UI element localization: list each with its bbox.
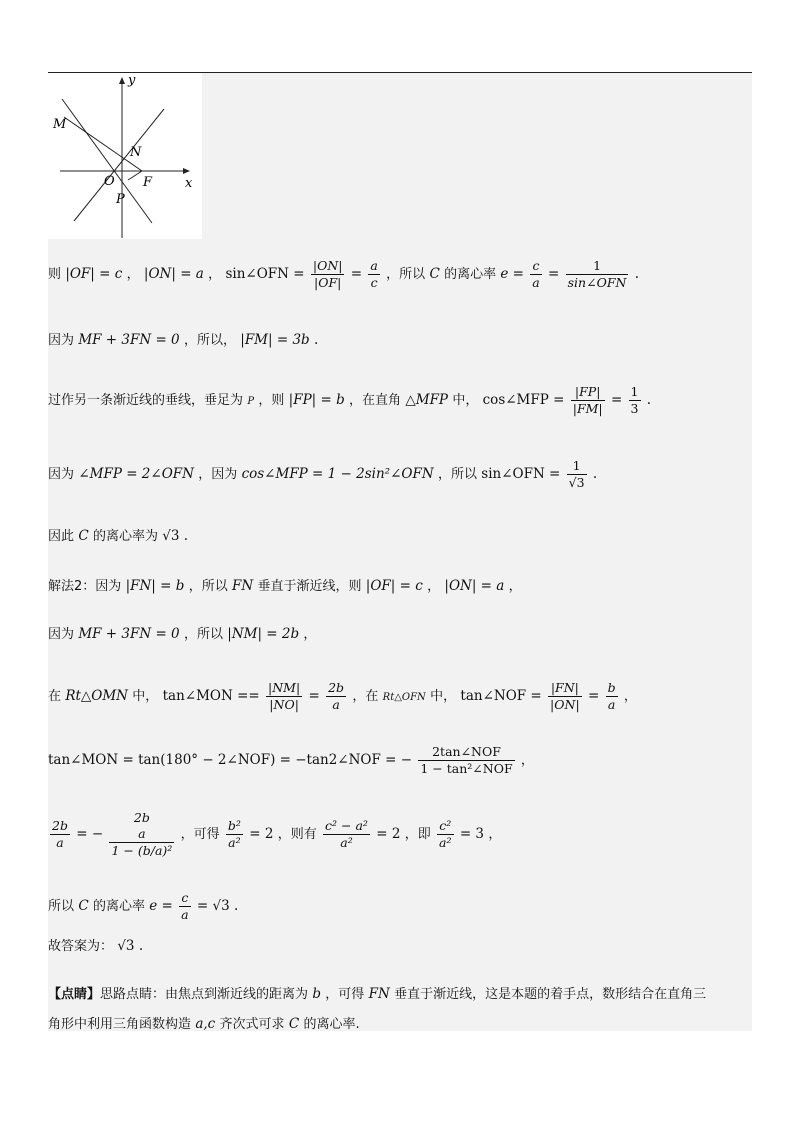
line-13: 【点睛】思路点睛：由焦点到渐近线的距离为 b ，可得 FN 垂直于渐近线，这是本题的着手点，数形结合在直角三 [48, 986, 707, 1002]
segment-fm [64, 117, 142, 171]
fraction: $\frac{1}{√3}$ [568, 458, 585, 490]
fraction: $\frac{|FN|}{|ON|}$ [550, 680, 580, 712]
x-axis-arrow [183, 168, 190, 174]
hyperbola-figure [48, 73, 202, 239]
point-n-label: N [130, 145, 142, 160]
point-f-label: F [143, 175, 153, 190]
line-14: 角形中利用三角函数构造 a,c 齐次式可求 C 的离心率. [48, 1016, 360, 1032]
line-11: 所以 C 的离心率 e = $\frac{c}{a}$ = √3 . [48, 890, 239, 922]
segment-fp [128, 171, 142, 180]
fraction: $\frac{2b}{a}$ [52, 818, 68, 850]
line-3: 过作另一条渐近线的垂线，垂足为 P ，则 |FP| = b ，在直角 △MFP 中， cos∠MFP = $\frac{|FP|}{|FM|}$ = $\frac{1}{3}$ . [48, 384, 652, 416]
line-5: 因此 C 的离心率为 √3 . [48, 528, 189, 544]
compound-fraction: 2b a 1 − (b/a)² [111, 810, 173, 858]
y-axis-arrow [119, 77, 125, 84]
fraction: $\frac{|ON|}{|OF|}$ [312, 258, 343, 290]
y-label: y [128, 73, 136, 88]
line-10: $\frac{2b}{a}$ = − 2b a 1 − (b/a)² ，可得 $\frac{\text{b²}}{\text{a²}}$ = 2 ，则有 $\frac{\text{c² − a²}}{\text{a²}}$ = 2 ，即 $\frac{\text{c²}}{\text{a²}}$ = 3 ， [52, 810, 502, 858]
line-6: 解法2：因为 |FN| = b ，所以 FN 垂直于渐近线，则 |OF| = c ， |ON| = a ， [48, 578, 522, 594]
line-4: 因为 ∠MFP = 2∠OFN ，因为 cos∠MFP = 1 − 2sin²∠OFN ，所以 sin∠OFN = $\frac{1}{√3}$ . [48, 458, 598, 490]
line-12: 故答案为： √3 . [48, 938, 144, 954]
fraction: $\frac{1}{\text{sin∠OFN}}$ [567, 258, 627, 290]
line-9: tan∠MON = tan(180° − 2∠NOF) = −tan2∠NOF = − $\frac{\text{2tan∠NOF}}{\text{1 − tan²∠NOF}}$ ， [48, 744, 534, 776]
fraction: $\frac{\text{2tan∠NOF}}{\text{1 − tan²∠NOF}}$ [420, 744, 513, 776]
line-2: 因为 MF + 3FN = 0 ，所以， |FM| = 3b . [48, 332, 319, 348]
point-o-label: O [104, 174, 115, 189]
line-8: 在 Rt△OMN 中， tan∠MON == $\frac{|NM|}{|NO|}$ = $\frac{2b}{a}$ ，在 Rt△OFN 中， tan∠NOF = $\frac{|FN|}{|ON|}$ = $\frac{b}{a}$ ， [48, 680, 637, 712]
fraction: $\frac{2b}{a}$ [328, 680, 345, 712]
fraction: $\frac{|FP|}{|FM|}$ [572, 384, 603, 416]
asymptote-1 [62, 99, 152, 223]
fraction: $\frac{|NM|}{|NO|}$ [268, 680, 301, 712]
point-m-label: M [53, 117, 67, 132]
x-label: x [185, 176, 193, 191]
fraction: $\frac{1}{3}$ [630, 384, 639, 416]
fraction: $\frac{c}{a}$ [181, 890, 189, 922]
fraction: $\frac{a}{c}$ [370, 258, 378, 290]
fraction: $\frac{b}{a}$ [607, 680, 616, 712]
fraction: $\frac{c}{a}$ [532, 258, 540, 290]
line-7: 因为 MF + 3FN = 0 ，所以 |NM| = 2b ， [48, 626, 317, 642]
fraction: $\frac{\text{c²}}{\text{a²}}$ [439, 818, 452, 850]
point-p-label: P [116, 192, 125, 207]
fraction: $\frac{\text{b²}}{\text{a²}}$ [227, 818, 241, 850]
line-1: 则 |OF| = c ， |ON| = a ， sin∠OFN = $\frac{|ON|}{|OF|}$ = $\frac{a}{c}$ ，所以 C 的离心率 e = $\frac{c}{a}$ = $\frac{1}{\text{sin∠OFN}}$ . [48, 258, 640, 290]
fraction: $\frac{\text{c² − a²}}{\text{a²}}$ [325, 818, 368, 850]
